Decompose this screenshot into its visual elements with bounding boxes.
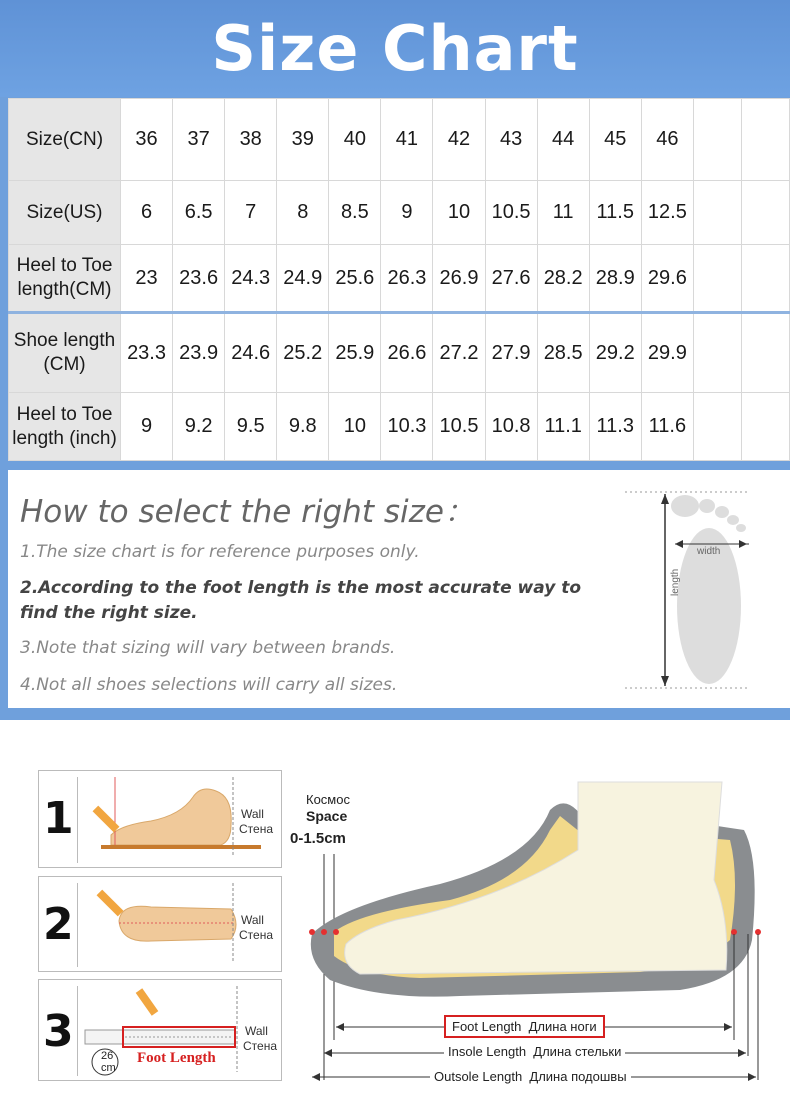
guide-title: How to select the right size：: [20, 494, 475, 530]
size-cell: 10: [329, 393, 381, 461]
size-cell: 9: [121, 393, 173, 461]
size-cell: 9.5: [225, 393, 277, 461]
page-title: Size Chart: [211, 12, 579, 85]
step-number: 3: [43, 1006, 74, 1057]
size-cell: 23.6: [173, 245, 225, 313]
wall-label: Wall: [245, 1024, 268, 1038]
size-cell: 8: [277, 181, 329, 245]
size-cell: 24.3: [225, 245, 277, 313]
header-banner: [0, 0, 790, 97]
size-cell: 11: [537, 181, 589, 245]
size-cell: 25.6: [329, 245, 381, 313]
guide-tip-1: 1.The size chart is for reference purposes only.: [20, 542, 420, 562]
size-table-row: [9, 99, 790, 181]
size-cell: 37: [173, 99, 225, 181]
size-cell: 26.9: [433, 245, 485, 313]
size-cell: 11.6: [641, 393, 693, 461]
size-cell: 7: [225, 181, 277, 245]
size-cell: 36: [121, 99, 173, 181]
step-3-panel: [38, 979, 282, 1081]
foot-side-icon: [111, 789, 231, 845]
size-cell: 25.9: [329, 313, 381, 393]
foot-length-label: Foot Length: [137, 1050, 216, 1066]
size-table-row: [9, 313, 790, 393]
size-table-row: [9, 181, 790, 245]
size-cell: 26.6: [381, 313, 433, 393]
row-header: Heel to Toe length (inch): [9, 393, 121, 461]
foot-top-icon: [119, 906, 236, 941]
row-header: Shoe length (CM): [9, 313, 121, 393]
length-label: length: [670, 568, 681, 596]
insole-length-measure: Insole Length Длина стельки: [444, 1044, 625, 1059]
size-cell: 46: [641, 99, 693, 181]
size-cell: 10.8: [485, 393, 537, 461]
size-cell: 10.5: [485, 181, 537, 245]
empty-cell: [742, 313, 790, 393]
size-table-row: [9, 245, 790, 313]
size-cell: 6: [121, 181, 173, 245]
size-cell: 9: [381, 181, 433, 245]
wall-label: Wall: [241, 913, 264, 927]
ruler-value: 26: [101, 1050, 114, 1062]
foot-measure-diagram: [623, 488, 749, 692]
size-cell: 24.9: [277, 245, 329, 313]
pencil-icon: [136, 988, 159, 1016]
wall-label-ru: Стена: [243, 1039, 278, 1053]
size-cell: 26.3: [381, 245, 433, 313]
measure-instructions-panel: [0, 720, 790, 1094]
row-header: Size(CN): [9, 99, 121, 181]
size-table: [8, 98, 790, 461]
size-cell: 23: [121, 245, 173, 313]
size-cell: 25.2: [277, 313, 329, 393]
guide-tip-4: 4.Not all shoes selections will carry all sizes.: [20, 675, 398, 695]
width-label: width: [697, 546, 721, 557]
size-cell: 27.9: [485, 313, 537, 393]
space-value: 0-1.5cm: [290, 830, 346, 847]
size-cell: 28.2: [537, 245, 589, 313]
size-table-row: [9, 393, 790, 461]
size-cell: 11.1: [537, 393, 589, 461]
size-cell: 10.3: [381, 393, 433, 461]
size-cell: 10: [433, 181, 485, 245]
size-guide-panel: [8, 470, 790, 708]
size-cell: 11.5: [589, 181, 641, 245]
size-cell: 10.5: [433, 393, 485, 461]
empty-cell: [694, 245, 742, 313]
empty-cell: [742, 181, 790, 245]
size-cell: 45: [589, 99, 641, 181]
size-cell: 6.5: [173, 181, 225, 245]
empty-cell: [694, 181, 742, 245]
wall-label-ru: Стена: [239, 822, 274, 836]
step-number: 2: [43, 899, 74, 950]
footprint-icon: [671, 495, 746, 684]
empty-cell: [742, 245, 790, 313]
empty-cell: [694, 393, 742, 461]
size-cell: 38: [225, 99, 277, 181]
guide-tip-3: 3.Note that sizing will vary between brands.: [20, 638, 396, 658]
size-cell: 42: [433, 99, 485, 181]
wall-label-ru: Стена: [239, 928, 274, 942]
size-cell: 24.6: [225, 313, 277, 393]
row-header: Size(US): [9, 181, 121, 245]
size-cell: 28.5: [537, 313, 589, 393]
size-cell: 8.5: [329, 181, 381, 245]
size-cell: 43: [485, 99, 537, 181]
empty-cell: [742, 393, 790, 461]
size-cell: 12.5: [641, 181, 693, 245]
empty-cell: [694, 313, 742, 393]
foot-length-measure: Foot Length Длина ноги: [444, 1015, 605, 1038]
guide-tip-2: 2.According to the foot length is the most accurate way to find the right size.: [20, 578, 582, 623]
size-cell: 29.6: [641, 245, 693, 313]
space-label: Space: [306, 808, 348, 824]
size-cell: 41: [381, 99, 433, 181]
size-cell: 39: [277, 99, 329, 181]
outsole-length-measure: Outsole Length Длина подошвы: [430, 1069, 631, 1084]
size-cell: 23.9: [173, 313, 225, 393]
step-1-panel: [38, 770, 282, 868]
ruler-unit: cm: [101, 1062, 116, 1074]
size-cell: 29.2: [589, 313, 641, 393]
size-cell: 11.3: [589, 393, 641, 461]
empty-cell: [694, 99, 742, 181]
size-cell: 27.2: [433, 313, 485, 393]
space-label-ru: Космос: [306, 792, 350, 807]
size-cell: 27.6: [485, 245, 537, 313]
size-cell: 40: [329, 99, 381, 181]
size-cell: 23.3: [121, 313, 173, 393]
size-cell: 9.8: [277, 393, 329, 461]
size-cell: 28.9: [589, 245, 641, 313]
size-cell: 44: [537, 99, 589, 181]
pencil-icon: [97, 890, 124, 917]
leg-shape: [345, 782, 727, 974]
empty-cell: [742, 99, 790, 181]
wall-label: Wall: [241, 807, 264, 821]
step-number: 1: [43, 793, 74, 844]
size-cell: 29.9: [641, 313, 693, 393]
step-2-panel: [38, 876, 282, 972]
size-table-panel: [8, 98, 790, 460]
size-cell: 9.2: [173, 393, 225, 461]
row-header: Heel to Toe length(CM): [9, 245, 121, 313]
